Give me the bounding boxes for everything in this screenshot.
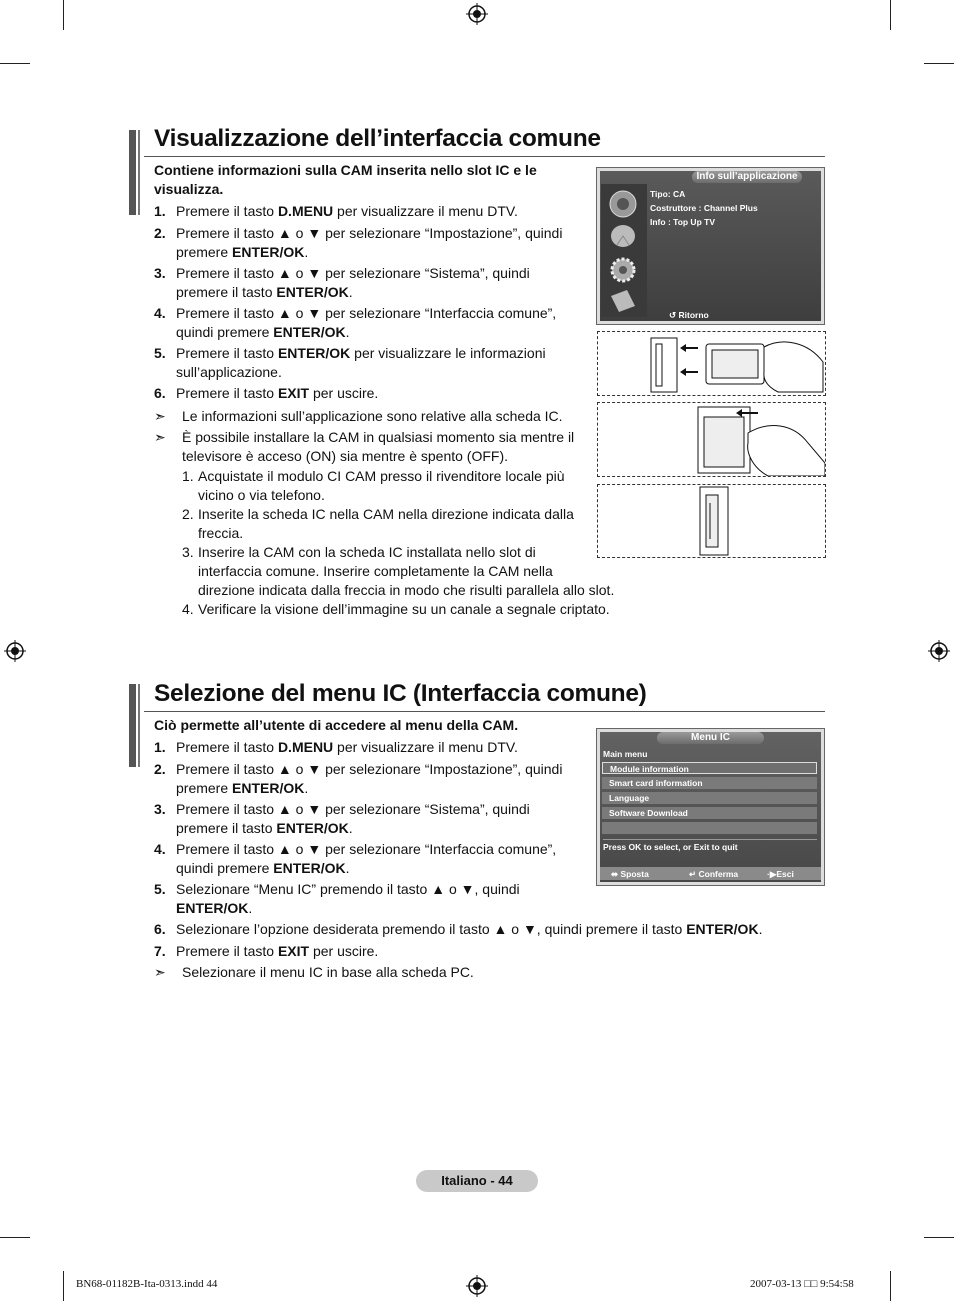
nav-confirm: ↵ Conferma [689, 869, 739, 879]
cam-insert-illustration-1 [597, 331, 826, 396]
step-text: Premere il tasto ▲ o ▼ per selezionare “Impostazione”, quindi [176, 225, 563, 241]
substep-number: 1. [182, 468, 194, 484]
step-text: Premere il tasto EXIT per uscire. [176, 943, 379, 959]
step-text: Premere il tasto D.MENU per visualizzare il menu DTV. [176, 203, 518, 219]
step-number: 5. [154, 881, 166, 897]
crop-mark [0, 63, 30, 64]
substep-text: interfaccia comune. Inserire completamente la CAM nella [198, 563, 553, 579]
note-text: Le informazioni sull’applicazione sono relative alla scheda IC. [182, 408, 563, 424]
enter-icon: ↵ [689, 869, 699, 879]
menu-item[interactable]: Software Download [602, 807, 817, 819]
substep-number: 3. [182, 544, 194, 560]
card-icon [607, 286, 639, 316]
cam-insert-illustration-3 [597, 484, 826, 558]
setup-menu-icon [607, 188, 639, 220]
step-number: 4. [154, 305, 166, 321]
step-number: 1. [154, 739, 166, 755]
title-rule [144, 711, 825, 712]
step-text: Selezionare l’opzione desiderata premendo il tasto ▲ o ▼, quindi premere il tasto ENTER/OK. [176, 921, 763, 937]
section1-title: Visualizzazione dell’interfaccia comune [154, 125, 601, 152]
step-text: premere ENTER/OK. [176, 244, 309, 260]
section-bar [129, 130, 136, 215]
crop-mark [890, 0, 891, 30]
ic-menu-screen [596, 728, 825, 886]
step-text: Selezionare “Menu IC” premendo il tasto ▲ o ▼, quindi [176, 881, 520, 897]
registration-mark-icon [4, 640, 26, 662]
substep-number: 2. [182, 506, 194, 522]
crop-mark [924, 63, 954, 64]
crop-mark [63, 0, 64, 30]
return-icon: ↺ [669, 310, 679, 320]
registration-mark-icon [928, 640, 950, 662]
exit-icon: ·▶ [767, 869, 777, 879]
step-item [154, 920, 834, 939]
step-text: premere il tasto ENTER/OK. [176, 820, 353, 836]
app-info-line: Tipo: CA [650, 189, 686, 199]
substep-text: freccia. [198, 525, 244, 541]
section-bar [138, 130, 140, 215]
nav-move: ⬌ Sposta [611, 869, 649, 879]
substep-text: Acquistate il modulo CI CAM presso il rivenditore locale più [198, 468, 565, 484]
return-label: ↺ Ritorno [669, 310, 709, 320]
note-text: televisore è acceso (ON) sia mentre è spento (OFF). [182, 448, 508, 464]
gear-icon [607, 254, 639, 286]
main-menu-label: Main menu [603, 749, 648, 759]
substep-number: 4. [182, 601, 194, 617]
nav-exit: ·▶Esci [767, 869, 794, 879]
section2-intro: Ciò permette all’utente di accedere al menu della CAM. [154, 717, 519, 733]
step-text: sull’applicazione. [176, 364, 282, 380]
step-text: Premere il tasto ▲ o ▼ per selezionare “Sistema”, quindi [176, 801, 530, 817]
step-text: Premere il tasto ▲ o ▼ per selezionare “Interfaccia comune”, [176, 305, 557, 321]
file-info: BN68-01182B-Ita-0313.indd 44 [76, 1278, 218, 1290]
step-number: 6. [154, 385, 166, 401]
step-number: 7. [154, 943, 166, 959]
title-rule [144, 156, 825, 157]
note-text: È possibile installare la CAM in qualsiasi momento sia mentre il [182, 429, 575, 445]
note-arrow-icon: ➣ [154, 408, 166, 424]
section-bar [129, 684, 136, 767]
section2-title: Selezione del menu IC (Interfaccia comune) [154, 680, 647, 707]
step-number: 6. [154, 921, 166, 937]
crop-mark [890, 1271, 891, 1301]
move-icon: ⬌ [611, 869, 621, 879]
substep-text: Inserite la scheda IC nella CAM nella direzione indicata dalla [198, 506, 574, 522]
step-number: 5. [154, 345, 166, 361]
menu-item[interactable]: Language [602, 792, 817, 804]
hint-label: Press OK to select, or Exit to quit [603, 842, 738, 852]
menu-item[interactable]: Smart card information [602, 777, 817, 789]
substep-text: direzione indicata dalla freccia in modo che risulti parallela allo slot. [198, 582, 615, 598]
dish-icon [607, 221, 639, 253]
step-number: 3. [154, 265, 166, 281]
step-text: Premere il tasto EXIT per uscire. [176, 385, 379, 401]
cam-insert-illustration-2 [597, 402, 826, 477]
step-text: Premere il tasto ENTER/OK per visualizzare le informazioni [176, 345, 546, 361]
note-arrow-icon: ➣ [154, 429, 166, 445]
registration-mark-icon [466, 3, 488, 25]
app-info-screen [596, 167, 825, 325]
step-text: quindi premere ENTER/OK. [176, 860, 350, 876]
step-number: 1. [154, 203, 166, 219]
page-number: Italiano - 44 [416, 1170, 538, 1192]
step-number: 2. [154, 225, 166, 241]
step-text: Premere il tasto D.MENU per visualizzare il menu DTV. [176, 739, 518, 755]
screen-header: Info sull’applicazione [692, 171, 802, 183]
step-number: 4. [154, 841, 166, 857]
note-arrow-icon: ➣ [154, 964, 166, 980]
menu-item-empty [602, 822, 817, 834]
step-item [154, 942, 834, 961]
crop-mark [63, 1271, 64, 1301]
step-text: Premere il tasto ▲ o ▼ per selezionare “Impostazione”, quindi [176, 761, 563, 777]
substep-text: Inserire la CAM con la scheda IC installata nello slot di [198, 544, 536, 560]
registration-mark-icon [466, 1275, 488, 1297]
app-info-line: Costruttore : Channel Plus [650, 203, 758, 213]
section-bar [138, 684, 140, 767]
screen-header: Menu IC [657, 732, 764, 744]
step-number: 3. [154, 801, 166, 817]
step-text: quindi premere ENTER/OK. [176, 324, 350, 340]
menu-item[interactable]: Module information [602, 762, 817, 774]
step-text: premere il tasto ENTER/OK. [176, 284, 353, 300]
substep-text: vicino o via telefono. [198, 487, 325, 503]
step-text: Premere il tasto ▲ o ▼ per selezionare “Interfaccia comune”, [176, 841, 557, 857]
step-number: 2. [154, 761, 166, 777]
app-info-line: Info : Top Up TV [650, 217, 715, 227]
print-date: 2007-03-13 □□ 9:54:58 [750, 1278, 854, 1290]
crop-mark [924, 1237, 954, 1238]
step-text: premere ENTER/OK. [176, 780, 309, 796]
substep-text: Verificare la visione dell’immagine su un canale a segnale criptato. [198, 601, 610, 617]
crop-mark [0, 1237, 30, 1238]
section1-intro: Contiene informazioni sulla CAM inserita nello slot IC e le visualizza. [154, 162, 537, 197]
step-text: Premere il tasto ▲ o ▼ per selezionare “Sistema”, quindi [176, 265, 530, 281]
step-text: ENTER/OK. [176, 900, 253, 916]
